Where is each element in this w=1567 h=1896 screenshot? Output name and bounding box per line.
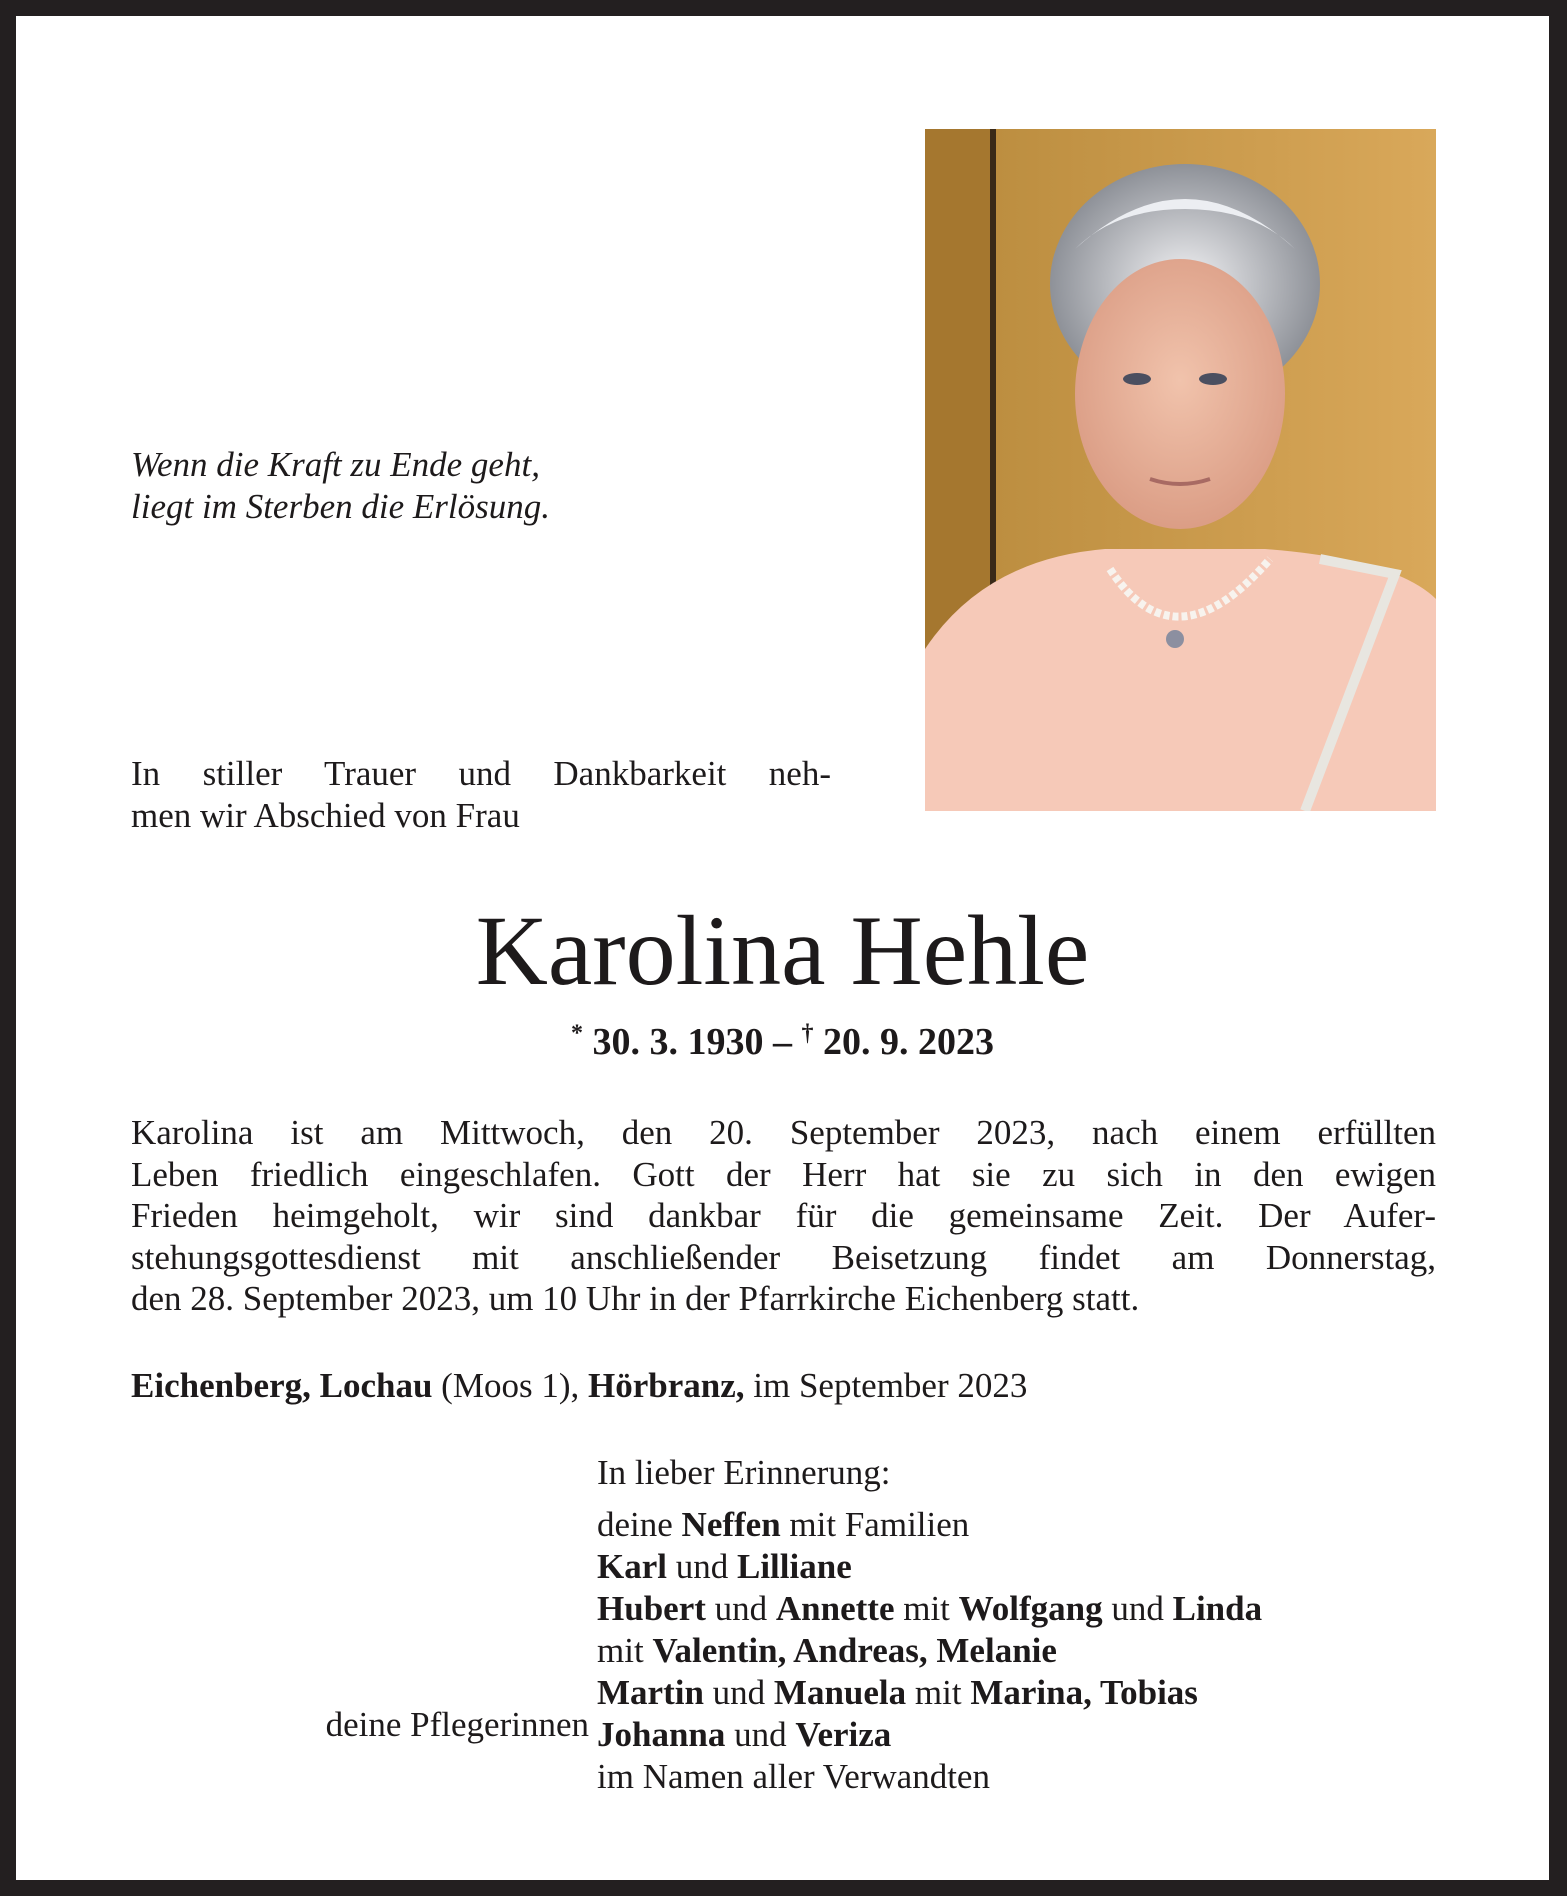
birth-date: 30. 3. 1930	[592, 1021, 764, 1063]
mourner: Karl	[597, 1547, 667, 1586]
signature-line	[597, 1588, 1262, 1630]
quote	[131, 444, 550, 528]
mourner: Hubert	[597, 1589, 706, 1628]
quote-line: Wenn die Kraft zu Ende geht,	[131, 445, 540, 484]
quote-line: liegt im Sterben die Erlösung.	[131, 487, 550, 526]
life-dates	[16, 1020, 1549, 1064]
portrait-photo	[925, 129, 1436, 811]
mourner: Martin	[597, 1673, 704, 1712]
signature-line	[597, 1630, 1262, 1672]
mourner: Neffen	[681, 1505, 781, 1544]
intro-line: In stiller Trauer und Dankbarkeit neh-	[131, 754, 831, 793]
text: und	[666, 1547, 737, 1586]
intro-line: men wir Abschied von Frau	[131, 796, 520, 835]
date-text: im September 2023	[744, 1366, 1028, 1405]
text: mit	[906, 1673, 971, 1712]
text: und	[1102, 1589, 1173, 1628]
text: mit Familien	[780, 1505, 970, 1544]
caregivers-label: deine Pflegerinnen	[325, 1705, 589, 1744]
mourner: Annette	[775, 1589, 895, 1628]
body-line: Leben friedlich eingeschlafen. Gott der Herr hat sie zu sich in den ewigen	[131, 1154, 1436, 1194]
text: mit	[597, 1631, 653, 1670]
text: deine	[597, 1505, 682, 1544]
mourner: Valentin, Andreas, Melanie	[652, 1631, 1057, 1670]
intro-text	[131, 753, 831, 837]
mourner: Manuela	[773, 1673, 907, 1712]
mourner: Johanna	[597, 1715, 726, 1754]
text: und	[703, 1673, 774, 1712]
body-line: Frieden heimgeholt, wir sind dankbar für die gemeinsame Zeit. Der Aufer-	[131, 1196, 1436, 1235]
text: und	[725, 1715, 796, 1754]
text: mit	[894, 1589, 959, 1628]
signature-line: im Namen aller Verwandten	[597, 1757, 990, 1796]
body-text	[131, 1112, 1436, 1320]
death-date: 20. 9. 2023	[823, 1021, 994, 1063]
signature-line	[597, 1672, 1262, 1714]
signature-line	[597, 1714, 1262, 1756]
death-symbol: †	[801, 1020, 814, 1047]
signature-heading: In lieber Erinnerung:	[597, 1453, 891, 1492]
signature-block	[597, 1452, 1262, 1798]
deceased-name: Karolina Hehle	[475, 895, 1090, 1006]
address: (Moos 1),	[432, 1366, 588, 1405]
date-separator: –	[763, 1021, 802, 1063]
obituary-page	[16, 16, 1549, 1880]
places-line	[131, 1366, 1027, 1406]
signature-line	[597, 1504, 1262, 1546]
body-line: stehungsgottesdienst mit anschließender Beisetzung findet am Donnerstag,	[131, 1237, 1436, 1277]
mourner: Marina, Tobias	[970, 1673, 1198, 1712]
mourner: Veriza	[795, 1715, 892, 1754]
birth-symbol: *	[571, 1020, 583, 1047]
mourner: Wolfgang	[958, 1589, 1103, 1628]
place: Eichenberg, Lochau	[131, 1366, 433, 1405]
text: und	[705, 1589, 776, 1628]
signature-line	[597, 1546, 1262, 1588]
mourner: Lilliane	[736, 1547, 852, 1586]
body-line: Karolina ist am Mittwoch, den 20. September 2023, nach einem erfüllten	[131, 1113, 1436, 1152]
mourner: Linda	[1172, 1589, 1263, 1628]
place: Hörbranz,	[587, 1366, 745, 1405]
body-line: den 28. September 2023, um 10 Uhr in der Pfarrkirche Eichenberg statt.	[131, 1279, 1140, 1318]
